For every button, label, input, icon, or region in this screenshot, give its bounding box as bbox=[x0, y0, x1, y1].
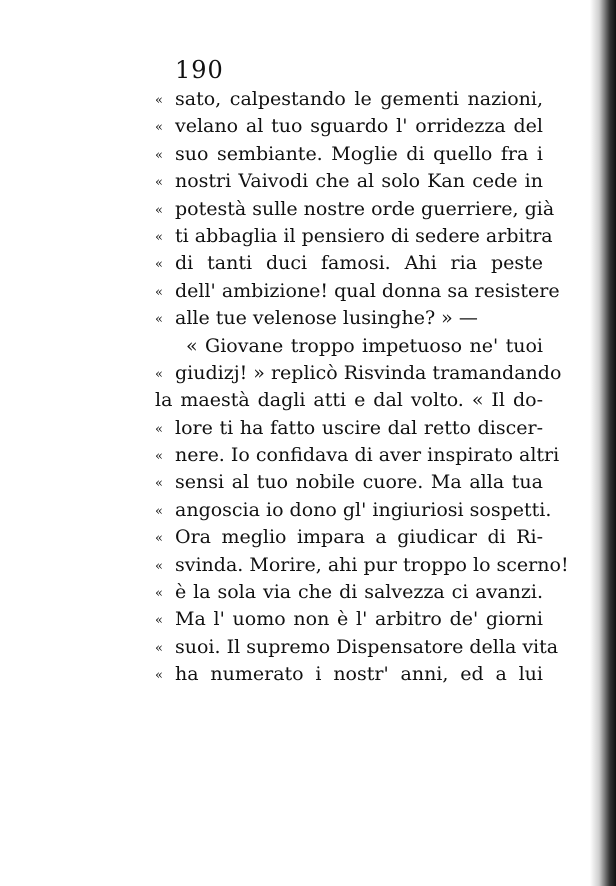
text-line bbox=[155, 661, 555, 688]
guillemet-marker: « bbox=[155, 284, 163, 300]
binding-shadow bbox=[590, 0, 616, 886]
paragraph-start-line bbox=[155, 333, 555, 360]
text-line bbox=[155, 469, 555, 496]
guillemet-marker: « bbox=[155, 312, 163, 328]
guillemet-marker: « bbox=[155, 257, 163, 273]
guillemet-marker: « bbox=[155, 421, 163, 437]
guillemet-marker: « bbox=[155, 229, 163, 245]
text-line bbox=[155, 196, 555, 223]
text-line bbox=[155, 634, 559, 661]
text-line bbox=[155, 497, 555, 524]
line-text: angoscia io dono gl' ingiuriosi sospetti. bbox=[175, 498, 552, 521]
line-text: sato, calpestando le gementi nazioni, bbox=[175, 88, 543, 110]
text-line bbox=[155, 250, 555, 277]
line-text: dell' ambizione! qual donna sa resistere bbox=[175, 279, 560, 302]
line-text: nostri Vaivodi che al solo Kan cede in bbox=[175, 170, 543, 193]
guillemet-marker: « bbox=[155, 449, 163, 465]
text-line bbox=[155, 168, 555, 195]
guillemet-marker: « bbox=[155, 175, 163, 191]
guillemet-marker: « bbox=[155, 202, 163, 218]
line-text: alle tue velenose lusinghe? » — bbox=[175, 307, 478, 330]
line-text: « Giovane troppo impetuoso ne' tuoi bbox=[186, 334, 543, 357]
line-text: ha numerato i nostr' anni, ed a lui bbox=[175, 663, 543, 686]
line-text: la maestà dagli atti e dal volto. « Il do- bbox=[155, 389, 543, 412]
guillemet-marker: « bbox=[155, 147, 163, 163]
guillemet-marker: « bbox=[155, 476, 163, 492]
text-line bbox=[155, 305, 555, 332]
line-text: sensi al tuo nobile cuore. Ma alla tua bbox=[175, 471, 543, 494]
text-line bbox=[155, 141, 555, 168]
text-line bbox=[155, 606, 555, 633]
guillemet-marker: « bbox=[155, 668, 163, 684]
line-text: velano al tuo sguardo l' orridezza del bbox=[175, 115, 543, 138]
text-line bbox=[155, 579, 555, 606]
line-text: giudizj! » replicò Risvinda tramandando bbox=[175, 361, 562, 384]
text-line bbox=[155, 442, 560, 469]
guillemet-marker: « bbox=[155, 586, 163, 602]
line-text: Ma l' uomo non è l' arbitro de' giorni bbox=[175, 608, 543, 631]
line-text: lore ti ha fatto uscire dal retto discer- bbox=[175, 416, 543, 439]
text-line bbox=[155, 86, 555, 113]
text-line bbox=[155, 223, 555, 250]
guillemet-marker: « bbox=[155, 558, 163, 574]
line-text: ti abbaglia il pensiero di sedere arbitra bbox=[175, 224, 553, 247]
line-text: suoi. Il supremo Dispensatore della vita bbox=[175, 635, 559, 658]
text-line bbox=[155, 552, 569, 579]
guillemet-marker: « bbox=[155, 503, 163, 519]
text-line bbox=[155, 415, 555, 442]
line-text: potestà sulle nostre orde guerriere, già bbox=[175, 197, 555, 220]
line-text: suo sembiante. Moglie di quello fra i bbox=[175, 142, 543, 165]
line-text: svinda. Morire, ahi pur troppo lo scerno! bbox=[175, 553, 569, 576]
line-text: nere. Io confidava di aver inspirato altri bbox=[175, 444, 560, 467]
body-text bbox=[155, 86, 569, 689]
line-text: è la sola via che di salvezza ci avanzi. bbox=[175, 581, 543, 604]
line-text: Ora meglio impara a giudicar di Ri- bbox=[175, 526, 543, 549]
text-line bbox=[155, 360, 562, 387]
line-text: di tanti duci famosi. Ahi ria peste bbox=[175, 252, 543, 275]
guillemet-marker: « bbox=[155, 93, 163, 108]
guillemet-marker: « bbox=[155, 366, 163, 382]
text-line bbox=[155, 113, 555, 140]
guillemet-marker: « bbox=[155, 640, 163, 656]
text-line bbox=[155, 524, 555, 551]
guillemet-marker: « bbox=[155, 120, 163, 136]
guillemet-marker: « bbox=[155, 531, 163, 547]
text-line bbox=[155, 278, 560, 305]
guillemet-marker: « bbox=[155, 613, 163, 629]
text-line bbox=[155, 387, 555, 414]
page-number: 190 bbox=[175, 56, 224, 84]
